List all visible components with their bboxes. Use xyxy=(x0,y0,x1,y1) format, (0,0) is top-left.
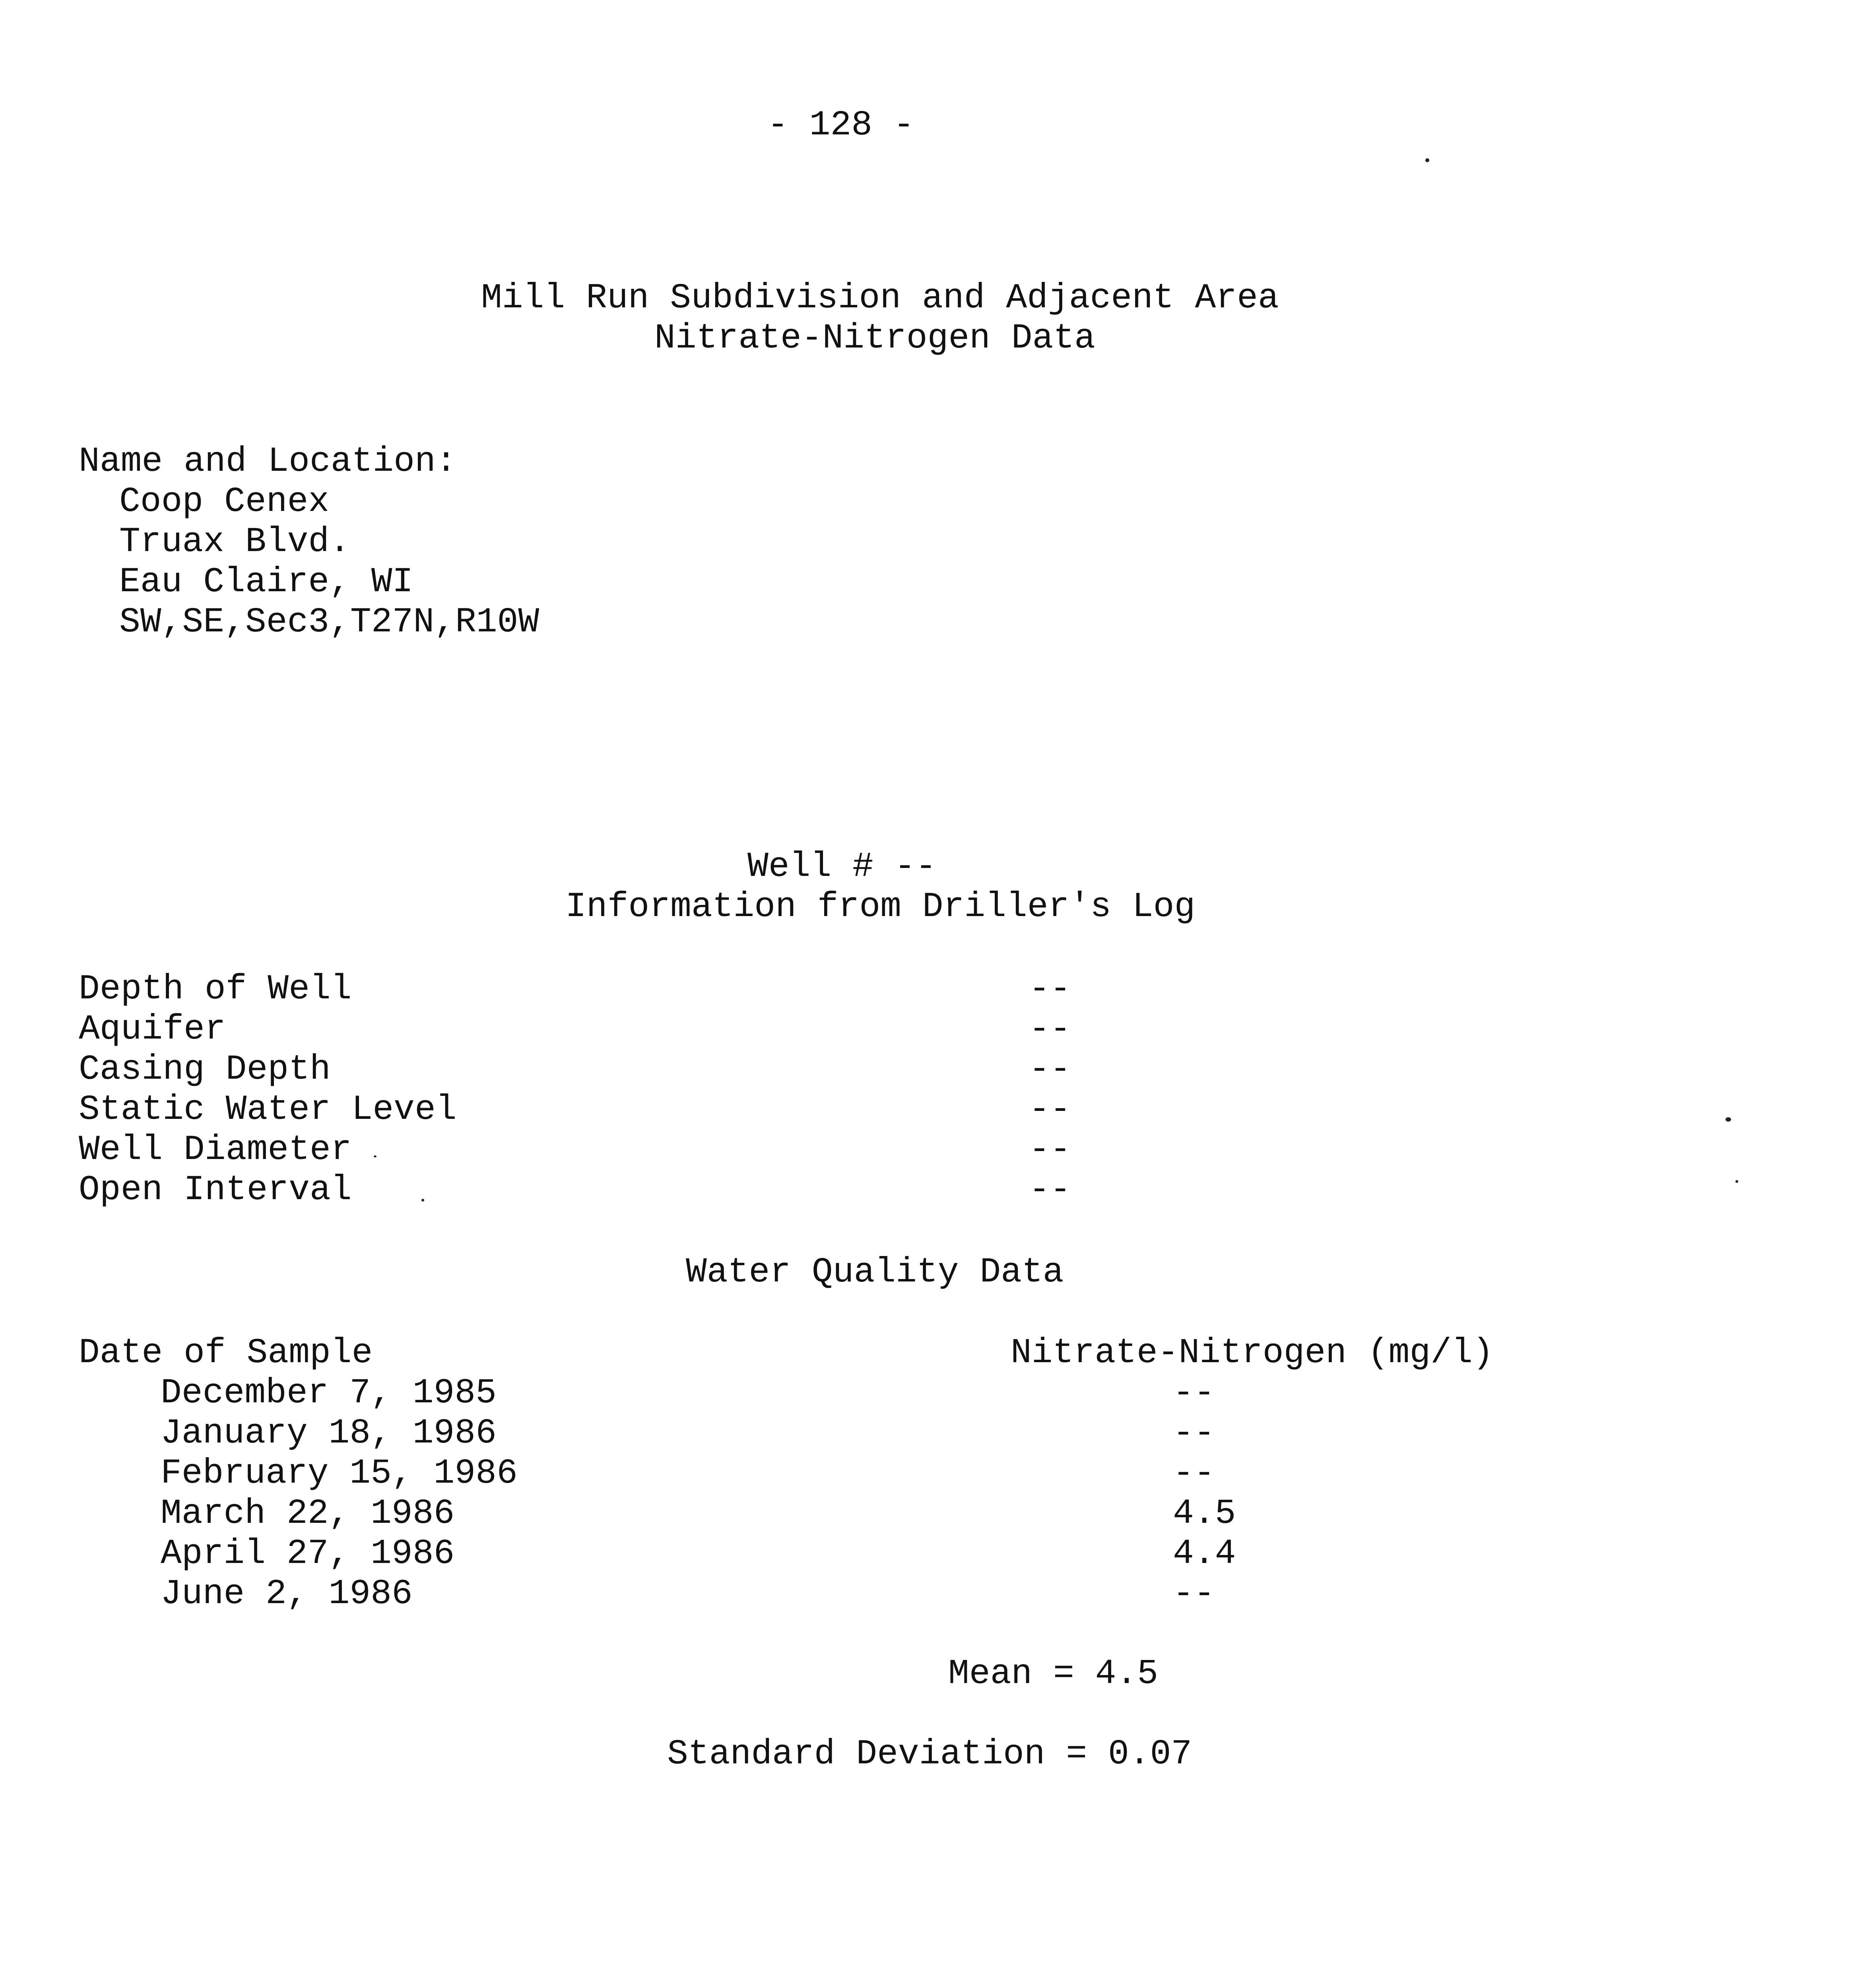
document-subtitle: Nitrate-Nitrogen Data xyxy=(654,319,1095,358)
sample-date: June 2, 1986 xyxy=(161,1574,413,1614)
sample-value: 4.5 xyxy=(1173,1494,1236,1534)
location-heading: Name and Location: xyxy=(79,442,457,481)
sample-date: January 18, 1986 xyxy=(161,1414,497,1453)
sample-value: -- xyxy=(1173,1374,1215,1413)
scan-speck xyxy=(421,1199,424,1202)
well-subtitle: Information from Driller's Log xyxy=(565,887,1196,927)
well-row-label: Aquifer xyxy=(79,1010,226,1049)
well-row-value: -- xyxy=(1029,1050,1071,1089)
location-line: SW,SE,Sec3,T27N,R10W xyxy=(119,603,540,642)
standard-deviation: Standard Deviation = 0.07 xyxy=(667,1735,1192,1774)
well-row-value: -- xyxy=(1029,1010,1071,1049)
sample-value: -- xyxy=(1173,1414,1215,1453)
well-row-label: Well Diameter xyxy=(79,1130,352,1170)
scan-speck xyxy=(374,1155,377,1157)
scan-speck xyxy=(1425,158,1429,162)
sample-value: -- xyxy=(1173,1454,1215,1493)
page-number: - 128 - xyxy=(767,106,914,145)
sample-date: February 15, 1986 xyxy=(161,1454,518,1493)
location-line: Eau Claire, WI xyxy=(119,563,413,602)
scan-speck xyxy=(1725,1117,1731,1122)
well-row-label: Casing Depth xyxy=(79,1050,331,1089)
well-row-value: -- xyxy=(1029,970,1071,1009)
column-header-date: Date of Sample xyxy=(79,1334,373,1373)
sample-value: -- xyxy=(1173,1574,1215,1614)
sample-value: 4.4 xyxy=(1173,1534,1236,1574)
column-header-nitrate: Nitrate-Nitrogen (mg/l) xyxy=(1011,1334,1494,1373)
water-quality-heading: Water Quality Data xyxy=(686,1253,1064,1292)
document-title: Mill Run Subdivision and Adjacent Area xyxy=(481,279,1279,318)
location-line: Truax Blvd. xyxy=(119,522,350,562)
sample-date: December 7, 1985 xyxy=(161,1374,497,1413)
well-title: Well # -- xyxy=(747,847,937,887)
sample-date: March 22, 1986 xyxy=(161,1494,455,1534)
well-row-value: -- xyxy=(1029,1171,1071,1210)
well-row-value: -- xyxy=(1029,1090,1071,1130)
scan-speck xyxy=(1735,1180,1738,1183)
location-line: Coop Cenex xyxy=(119,482,330,522)
well-row-label: Depth of Well xyxy=(79,970,352,1009)
well-row-label: Open Interval xyxy=(79,1171,352,1210)
sample-date: April 27, 1986 xyxy=(161,1534,455,1574)
well-row-label: Static Water Level xyxy=(79,1090,457,1130)
well-row-value: -- xyxy=(1029,1130,1071,1170)
mean-value: Mean = 4.5 xyxy=(948,1654,1159,1694)
